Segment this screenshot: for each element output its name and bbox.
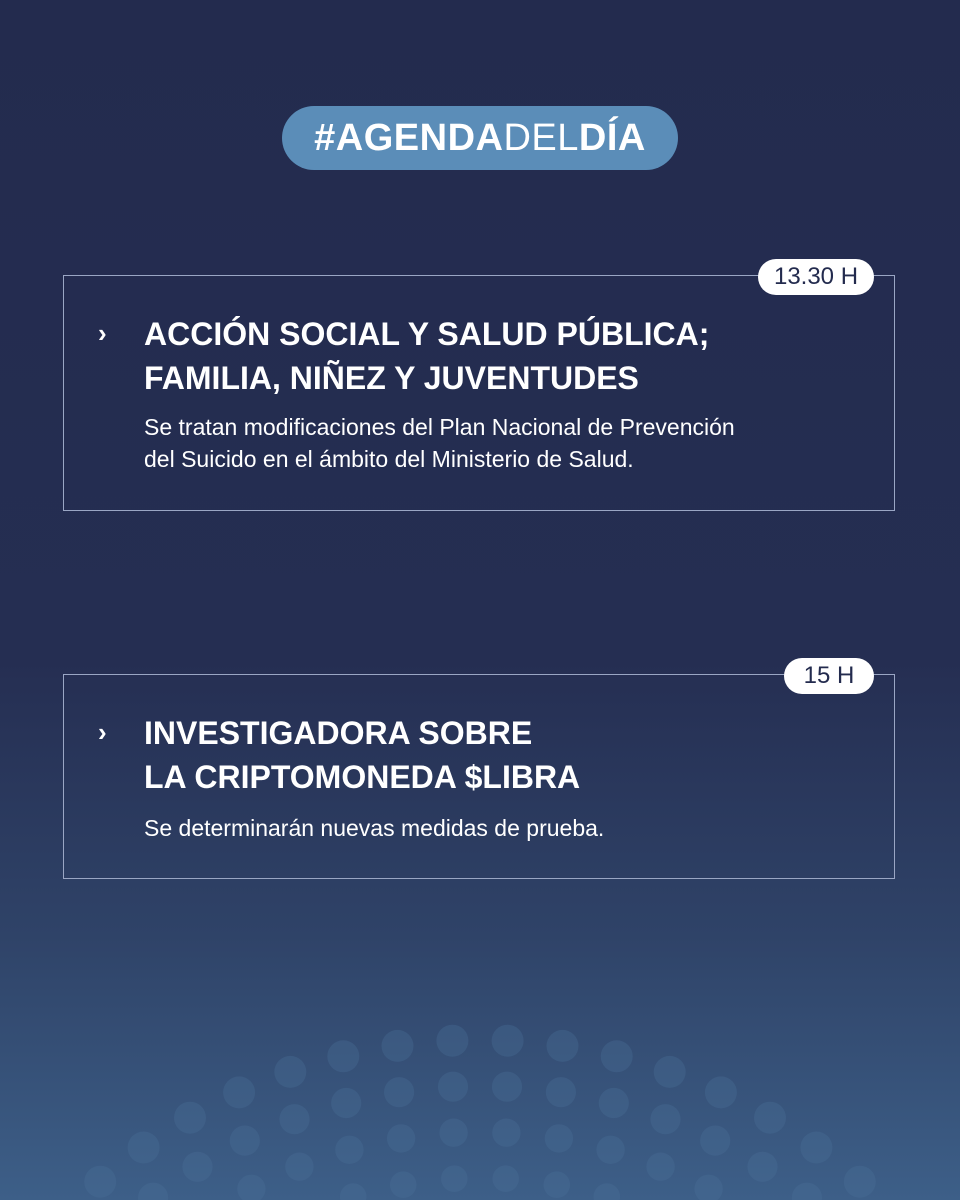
decorative-dot <box>274 1056 306 1088</box>
decorative-dot <box>174 1102 206 1134</box>
event-title-line: LA CRIPTOMONEDA $LIBRA <box>144 759 581 795</box>
decorative-dot <box>340 1183 367 1200</box>
decorative-dot <box>223 1076 255 1108</box>
decorative-dot <box>646 1153 674 1181</box>
decorative-dot <box>335 1136 363 1164</box>
decorative-dot <box>546 1077 576 1107</box>
event-time-badge: 13.30 H <box>758 259 874 295</box>
event-title <box>144 711 864 799</box>
decorative-dot <box>800 1132 832 1164</box>
event-description <box>144 411 864 475</box>
decorative-dot <box>390 1171 417 1198</box>
decorative-dot <box>594 1183 621 1200</box>
decorative-dot <box>128 1132 160 1164</box>
decorative-dot <box>285 1153 313 1181</box>
event-time-badge: 15 H <box>784 658 874 694</box>
decorative-dot <box>439 1119 467 1147</box>
decorative-dot <box>237 1175 265 1200</box>
event-title <box>144 312 864 400</box>
decorative-dot <box>792 1183 822 1200</box>
decorative-dot <box>747 1152 777 1182</box>
event-title-line: INVESTIGADORA SOBRE <box>144 715 533 751</box>
tag-middle: DEL <box>503 116 579 159</box>
decorative-dot <box>182 1152 212 1182</box>
tag-prefix: #AGENDA <box>314 116 504 159</box>
decorative-dot <box>441 1165 468 1192</box>
decorative-dot <box>279 1104 309 1134</box>
decorative-dot <box>230 1126 260 1156</box>
event-description <box>144 812 864 844</box>
decorative-dot <box>544 1171 571 1198</box>
chevron-right-icon: › <box>98 318 107 348</box>
event-card-1 <box>63 263 895 511</box>
decorative-dot <box>492 1165 519 1192</box>
decorative-dot <box>84 1166 116 1198</box>
decorative-dot <box>547 1030 579 1062</box>
decorative-dot <box>384 1077 414 1107</box>
decorative-dot <box>599 1088 629 1118</box>
decorative-dot <box>387 1124 415 1152</box>
decorative-dot <box>331 1088 361 1118</box>
decorative-dot <box>844 1166 876 1198</box>
event-description-line: Se determinarán nuevas medidas de prueba. <box>144 815 605 841</box>
decorative-dot <box>601 1040 633 1072</box>
decorative-dot <box>705 1076 737 1108</box>
decorative-dot <box>438 1072 468 1102</box>
chevron-right-icon: › <box>98 717 107 747</box>
decorative-dot <box>492 1072 522 1102</box>
decorative-dot <box>694 1175 722 1200</box>
decorative-dot <box>138 1183 168 1200</box>
decorative-dot <box>492 1119 520 1147</box>
event-card-2 <box>63 662 895 879</box>
decorative-dot <box>650 1104 680 1134</box>
event-title-line: ACCIÓN SOCIAL Y SALUD PÚBLICA; <box>144 316 710 352</box>
decorative-dot <box>492 1025 524 1057</box>
event-description-line: del Suicido en el ámbito del Ministerio de Salud. <box>144 446 634 472</box>
decorative-dot <box>596 1136 624 1164</box>
decorative-dot <box>382 1030 414 1062</box>
tag-suffix: DÍA <box>578 116 646 159</box>
decorative-dot <box>654 1056 686 1088</box>
event-title-line: FAMILIA, NIÑEZ Y JUVENTUDES <box>144 360 639 396</box>
decorative-dot <box>754 1102 786 1134</box>
agenda-del-dia-tag <box>282 106 678 170</box>
decorative-dot <box>700 1126 730 1156</box>
event-description-line: Se tratan modificaciones del Plan Nacional de Prevención <box>144 414 735 440</box>
decorative-dot <box>436 1025 468 1057</box>
decorative-dot <box>545 1124 573 1152</box>
decorative-dot <box>327 1040 359 1072</box>
